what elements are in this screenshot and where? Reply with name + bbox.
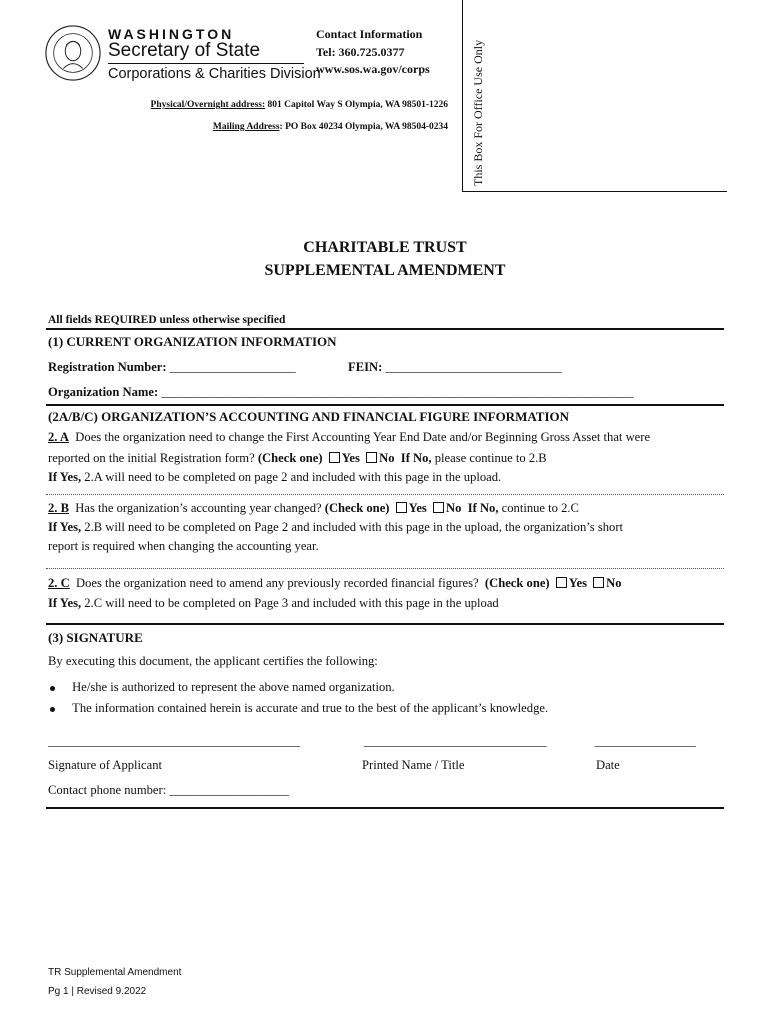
bullet-list [50, 680, 548, 722]
contact-phone-row [48, 783, 289, 798]
yes-label: Yes [568, 576, 587, 590]
registration-number-label: Registration Number: [48, 360, 170, 374]
yes-label: Yes [341, 451, 360, 465]
if-yes-label: If Yes, [48, 520, 82, 534]
contact-tel: Tel: 360.725.0377 [316, 44, 405, 59]
state-name: WASHINGTON [108, 26, 235, 42]
dotted-divider [46, 494, 724, 495]
office-use-box [462, 0, 727, 192]
question-2c [48, 576, 622, 591]
check-one-label: (Check one) [324, 501, 390, 515]
if-no-label: If No, [467, 501, 499, 515]
contact-info [316, 26, 430, 79]
checkbox-2a-yes[interactable] [329, 452, 340, 463]
mailing-value: : PO Box 40234 Olympia, WA 98504-0234 [279, 122, 448, 132]
if-yes-label: If Yes, [48, 470, 82, 484]
no-label: No [446, 501, 462, 515]
checkbox-2c-no[interactable] [593, 577, 604, 588]
fein-field[interactable]: ____________________________ [385, 360, 562, 374]
if-no-text: continue to 2.C [498, 501, 579, 515]
contact-title: Contact Information [316, 27, 423, 41]
fein-label: FEIN: [348, 360, 386, 374]
list-item [50, 701, 548, 722]
question-2c-text: Does the organization need to amend any previously recorded financial figures? [76, 576, 479, 590]
check-one-label: (Check one) [257, 451, 323, 465]
question-2a [48, 430, 650, 445]
certify-text: By executing this document, the applicant certifies the following: [48, 654, 378, 668]
question-2a-number: 2. A [48, 430, 69, 444]
if-yes-2a-text: 2.A will need to be completed on page 2 and included with this page in the upload. [81, 470, 502, 484]
if-no-label: If No, [400, 451, 432, 465]
header-divider [108, 63, 304, 64]
question-2a-text: Does the organization need to change the First Accounting Year End Date and/or Beginning Gross Asset that were [75, 430, 651, 444]
divider [46, 623, 724, 625]
check-one-label: (Check one) [484, 576, 550, 590]
if-yes-2a [48, 470, 501, 485]
if-yes-2c [48, 596, 499, 611]
fein-row [348, 360, 562, 375]
dotted-divider [46, 568, 724, 569]
mailing-address [213, 122, 448, 132]
list-item [50, 680, 548, 701]
organization-name-row [48, 385, 634, 400]
physical-address [151, 100, 448, 110]
physical-value: 801 Capitol Way S Olympia, WA 98501-1226 [265, 100, 448, 110]
divider [46, 404, 724, 406]
organization-name-field[interactable]: ___________________________________________________________________________ [161, 385, 634, 399]
section3-heading: (3) SIGNATURE [48, 630, 143, 645]
if-yes-2b-continued [48, 539, 319, 554]
bullet-text: The information contained herein is accurate and true to the best of the applicant’s knowledge. [72, 701, 549, 715]
printed-name-label: Printed Name / Title [362, 758, 465, 772]
footer-form-name: TR Supplemental Amendment [48, 967, 182, 978]
footer-page-info: Pg 1 | Revised 9.2022 [48, 986, 147, 997]
if-yes-2b [48, 520, 623, 535]
contact-web[interactable]: www.sos.wa.gov/corps [316, 62, 430, 76]
office-name: Secretary of State [108, 40, 261, 61]
required-note: All fields REQUIRED unless otherwise specified [48, 314, 286, 326]
printed-name-field[interactable]: _____________________________ [364, 734, 547, 748]
physical-label: Physical/Overnight address: [150, 100, 266, 110]
no-label: No [379, 451, 395, 465]
question-2a-continued [48, 451, 547, 466]
section1-heading: (1) CURRENT ORGANIZATION INFORMATION [48, 334, 337, 349]
if-yes-label: If Yes, [48, 596, 82, 610]
state-seal-icon [44, 24, 102, 82]
checkbox-2a-no[interactable] [366, 452, 377, 463]
bullet-icon [50, 686, 55, 691]
bullet-icon [50, 707, 55, 712]
checkbox-2b-yes[interactable] [396, 502, 407, 513]
yes-label: Yes [408, 501, 427, 515]
mailing-label: Mailing Address [212, 122, 280, 132]
question-2b [48, 501, 579, 516]
if-no-text: please continue to 2.B [431, 451, 547, 465]
office-use-label: This Box For Office Use Only [471, 39, 485, 186]
contact-phone-field[interactable]: ___________________ [169, 783, 290, 797]
registration-number-field[interactable]: ____________________ [169, 360, 296, 374]
division-name: Corporations & Charities Division [108, 66, 321, 82]
divider [46, 328, 724, 330]
checkbox-2c-yes[interactable] [556, 577, 567, 588]
no-label: No [606, 576, 622, 590]
if-yes-2c-text: 2.C will need to be completed on Page 3 and included with this page in the upload [81, 596, 499, 610]
contact-phone-label: Contact phone number: [48, 783, 170, 797]
registration-number-row [48, 360, 296, 375]
section2-heading: (2A/B/C) ORGANIZATION’S ACCOUNTING AND FINANCIAL FIGURE INFORMATION [48, 409, 569, 424]
question-2b-text: Has the organization’s accounting year changed? [75, 501, 322, 515]
question-2b-number: 2. B [48, 501, 69, 515]
question-2a-text-2: reported on the initial Registration form? [48, 451, 255, 465]
signature-label: Signature of Applicant [48, 758, 163, 772]
date-field[interactable]: ________________ [595, 734, 696, 748]
divider [46, 807, 724, 809]
if-yes-2b-text-2: report is required when changing the accounting year. [48, 539, 319, 553]
form-title-line1: CHARITABLE TRUST [303, 239, 467, 256]
checkbox-2b-no[interactable] [433, 502, 444, 513]
signature-field[interactable]: ________________________________________ [48, 734, 300, 748]
bullet-text: He/she is authorized to represent the above named organization. [72, 680, 395, 694]
organization-name-label: Organization Name: [48, 385, 162, 399]
if-yes-2b-text: 2.B will need to be completed on Page 2 and included with this page in the upload, the organization’s short [81, 520, 624, 534]
date-label: Date [596, 758, 620, 772]
form-title-line2: SUPPLEMENTAL AMENDMENT [264, 262, 506, 279]
question-2c-number: 2. C [48, 576, 70, 590]
